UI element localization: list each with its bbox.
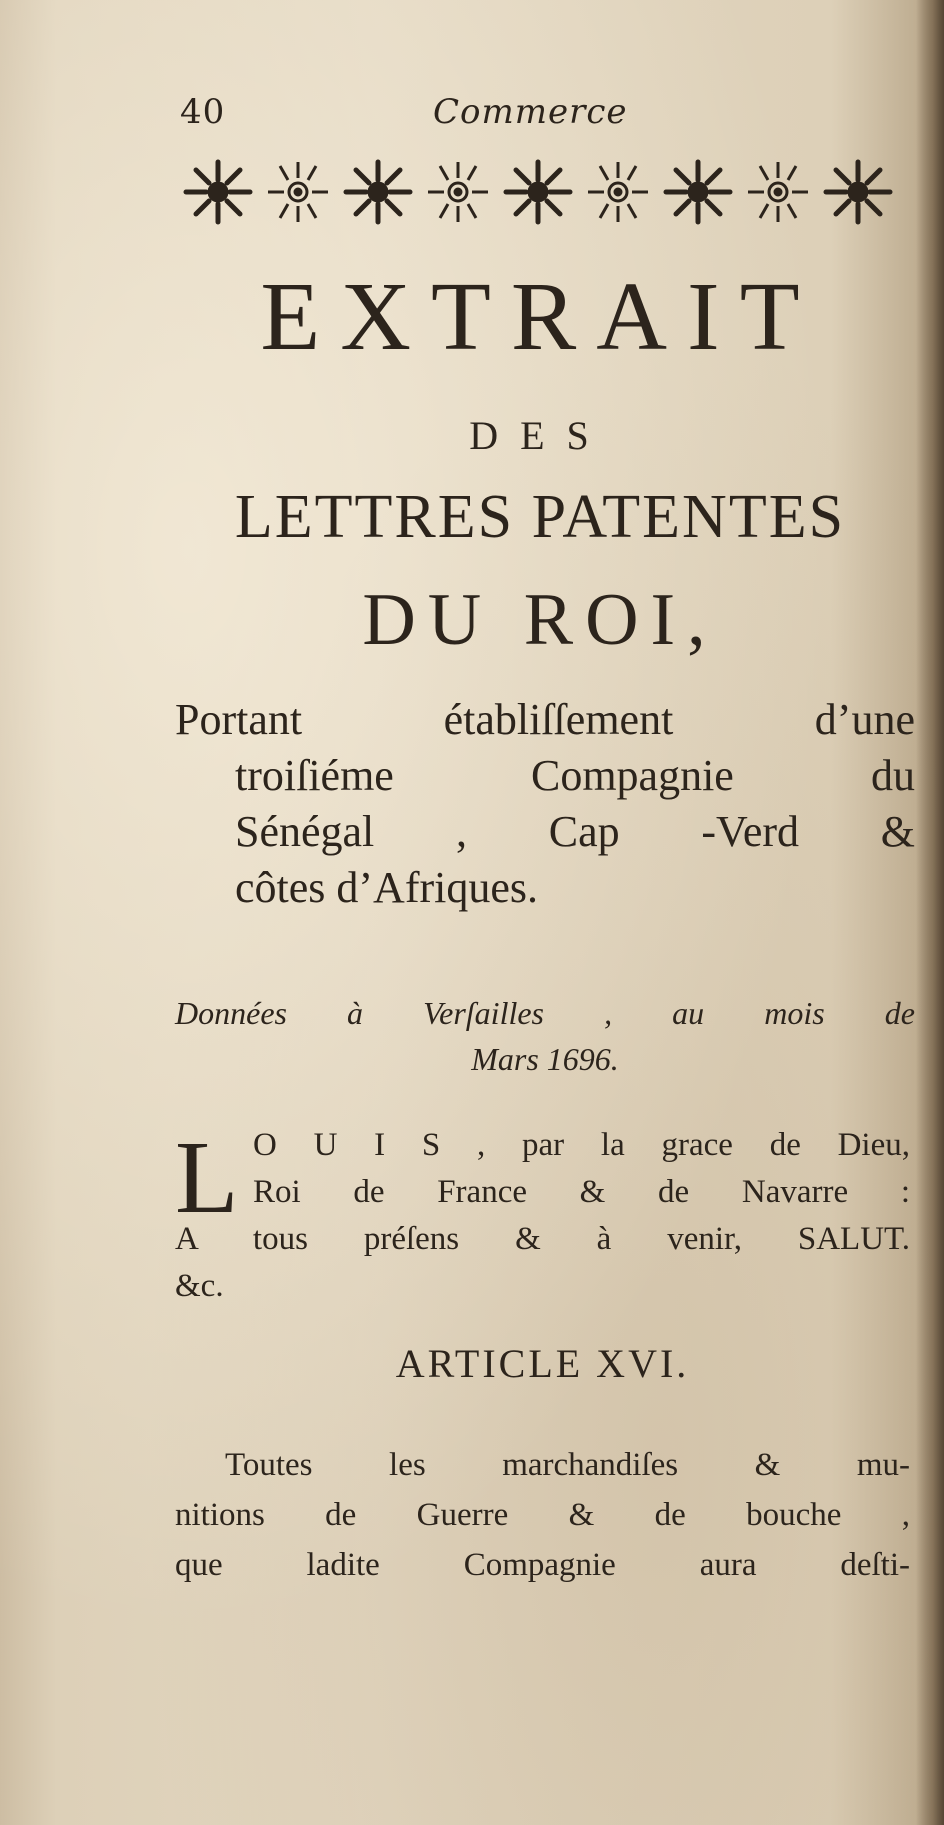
title-du-roi: DU ROI, [362,579,718,661]
article-line: nitions de Guerre & de bouche , [175,1497,910,1533]
ornament-star-icon [268,162,328,222]
running-title: Commerce [433,92,628,132]
article-line: que ladite Compagnie aura deſti- [175,1547,910,1583]
page-number: 40 [180,92,226,132]
preamble-line: O U I S , par la grace de Dieu, [253,1127,910,1163]
title-lettres-patentes: LETTRES PATENTES [234,483,846,551]
article-heading: ARTICLE XVI. [395,1341,690,1386]
preamble-line: &c. [175,1268,224,1304]
subtitle-line: Portant établiſſement d’une [175,695,915,744]
preamble [175,1122,910,1310]
running-head [175,92,905,142]
subtitle-line: troiſiéme Compagnie du [235,751,915,800]
subtitle-line: côtes d’Afriques. [235,863,539,912]
title-des: DES [469,413,611,458]
article-line: Toutes les marchandiſes & mu- [225,1447,910,1483]
drop-cap: L [175,1120,239,1235]
title-extrait: EXTRAIT [260,263,820,371]
date-line-text: Mars 1696. [471,1041,619,1077]
floral-ornament-band [178,152,906,232]
preamble-line: Roi de France & de Navarre : [253,1174,910,1210]
subtitle [175,692,915,916]
ornament-flower-icon [186,162,250,222]
article-text [175,1440,910,1590]
subtitle-line: Sénégal , Cap -Verd & [235,807,915,856]
date-line [175,990,915,1082]
preamble-line: A tous préſens & à venir, SALUT. [175,1221,910,1257]
date-line-text: Données à Verſailles , au mois de [175,995,915,1031]
